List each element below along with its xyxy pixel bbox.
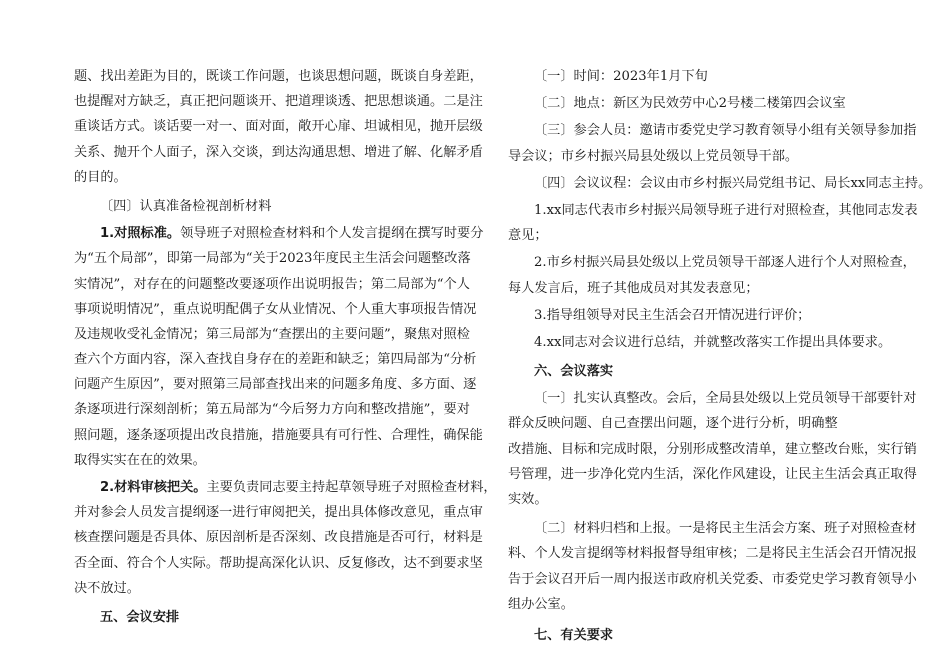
text-line [508, 250, 916, 275]
text-line [508, 198, 918, 223]
text-line [74, 64, 483, 89]
line-text: 六、会议落实 [534, 364, 614, 380]
line-text: 取得实实在在的效果。 [74, 452, 206, 468]
line-text: 及违规收受礼金情况；第三局部为“查摆出的主要问题”，聚焦对照检 [74, 326, 470, 342]
line-text: 导会议；市乡村振兴局县处级以上党员领导干部。 [508, 148, 799, 164]
line-text: 关系、抛开个人面子，深入交谈，到达沟通思想、增进了解、化解矛盾 [74, 144, 483, 160]
text-line [74, 297, 477, 322]
text-line [74, 525, 483, 550]
line-text: 每人发言后，班子其他成员对其发表意见； [508, 280, 759, 296]
line-text: 否全面、符合个人实际。帮助提高深化认识、反复修改，达不到要求坚 [74, 555, 483, 571]
text-line [74, 114, 483, 139]
line-text: 为“五个局部”，即第一局部为“关于2023年度民主生活会问题整改落 [74, 251, 471, 267]
right-column [508, 64, 932, 648]
text-line [74, 372, 477, 397]
line-text: 意见； [508, 228, 548, 244]
text-line [74, 165, 454, 190]
text-line [508, 303, 878, 328]
line-text: 七、有关要求 [534, 627, 614, 643]
bold-lead: 2.材料审核把关。 [100, 480, 207, 495]
text-line [508, 223, 878, 248]
text-line [508, 144, 878, 169]
line-text: 〔三〕参会人员：邀请市委党史学习教育领导小组有关领导参加指 [534, 123, 917, 139]
line-text: 组办公室。 [508, 596, 574, 612]
section-heading [508, 359, 878, 384]
text-line [508, 437, 917, 462]
line-text: 问题产生原因”，要对照第三局部查找出来的问题多角度、多方面、逐 [74, 377, 477, 393]
text-line [508, 516, 917, 541]
text-line [508, 592, 878, 617]
line-text: 的目的。 [74, 169, 127, 185]
line-text: 3.指导组领导对民主生活会召开情况进行评价； [534, 307, 811, 323]
text-line [74, 500, 483, 525]
line-text: 〔一〕时间：2023年1月下旬 [534, 69, 708, 84]
line-text: 2.市乡村振兴局县处级以上党员领导干部逐人进行个人对照检查， [534, 255, 916, 271]
text-line [508, 411, 878, 436]
text-line [74, 397, 470, 422]
line-text: 事项说明情况”，重点说明配偶子女从业情况、个人重大事项报告情况 [74, 301, 477, 317]
text-line [74, 272, 470, 297]
line-text: 告于会议召开后一周内报送市政府机关党委、市委党史学习教育领导小 [508, 571, 917, 587]
line-text: 〔二〕地点：新区为民效劳中心2号楼二楼第四会议室 [534, 96, 846, 112]
line-text: 〔四〕认真准备检视剖析材料 [100, 198, 272, 214]
text-line [508, 276, 878, 301]
bold-lead: 1.对照标准。 [100, 226, 181, 242]
line-text: 〔四〕会议议程：会议由市乡村振兴局党组书记、局长xx同志主持。 [534, 175, 932, 191]
line-text: 照问题，逐条逐项提出改良措施，措施要具有可行性、合理性，确保能 [74, 427, 483, 443]
text-line [74, 576, 454, 601]
text-line [508, 171, 932, 196]
text-line [508, 64, 878, 89]
line-text: 〔二〕材料归档和上报。一是将民主生活会方案、班子对照检查材 [534, 521, 917, 537]
text-line [508, 386, 917, 411]
line-text: 1.xx同志代表市乡村振兴局领导班子进行对照检查，其他同志发表 [534, 202, 918, 218]
text-line [74, 322, 470, 347]
line-text: 4.xx同志对会议进行总结，并就整改落实工作提出具体要求。 [534, 334, 892, 350]
text-line [74, 140, 483, 165]
line-text: 查六个方面内容，深入查找自身存在的差距和缺乏；第四局部为“分析 [74, 352, 477, 368]
text-line [74, 423, 483, 448]
text-line [74, 221, 484, 246]
left-column [74, 64, 497, 630]
text-line [74, 475, 497, 500]
line-text: 料、个人发言提纲等材料报督导组审核；二是将民主生活会召开情况报 [508, 546, 917, 562]
text-line [508, 91, 878, 116]
line-text: 题、找出差距为目的，既谈工作问题，也谈思想问题，既谈自身差距， [74, 69, 483, 84]
line-text: 号管理，进一步净化党内生活，深化作风建设，让民主生活会真正取得 [508, 466, 917, 482]
text-line [508, 541, 917, 566]
line-text: 决不放过。 [74, 580, 140, 596]
text-line [508, 462, 917, 487]
line-text: 群众反映问题、自己查摆出问题，逐个进行分析，明确整 [508, 416, 838, 432]
line-text: 实效。 [508, 492, 548, 507]
text-line [74, 194, 454, 219]
section-heading [508, 623, 878, 648]
section-heading [74, 605, 454, 630]
text-line [508, 118, 917, 143]
text-line [74, 551, 483, 576]
line-text: 核查摆问题是否具体、原因剖析是否深刻、改良措施是否可行，材料是 [74, 530, 483, 546]
line-text: 领导班子对照检查材料和个人发言提纲在撰写时要分 [180, 226, 484, 242]
line-text: 五、会议安排 [100, 609, 180, 625]
line-text: 重谈话方式。谈话要一对一、面对面，敞开心扉、坦诚相见，抛开层级 [74, 119, 483, 135]
text-line [74, 448, 454, 473]
line-text: 〔一〕扎实认真整改。会后，全局县处级以上党员领导干部要针对 [534, 391, 917, 407]
line-text: 实情况”，对存在的问题整改要逐项作出说明报告；第二局部为“个人 [74, 276, 470, 292]
text-line [508, 487, 878, 512]
line-text: 主要负责同志要主持起草领导班子对照检查材料， [206, 480, 497, 495]
line-text: 也提醒对方缺乏，真正把问题谈开、把道理谈透、把思想谈通。二是注 [74, 94, 483, 110]
line-text: 并对参会人员发言提纲逐一进行审阅把关，提出具体修改意见，重点审 [74, 505, 483, 521]
line-text: 改措施、目标和完成时限，分别形成整改清单，建立整改台账，实行销 [508, 441, 917, 457]
line-text: 条逐项进行深刻剖析；第五局部为“今后努力方向和整改措施”，要对 [74, 402, 470, 418]
text-line [74, 89, 483, 114]
text-line [508, 330, 892, 355]
text-line [508, 567, 917, 592]
text-line [74, 347, 477, 372]
text-line [74, 246, 471, 271]
